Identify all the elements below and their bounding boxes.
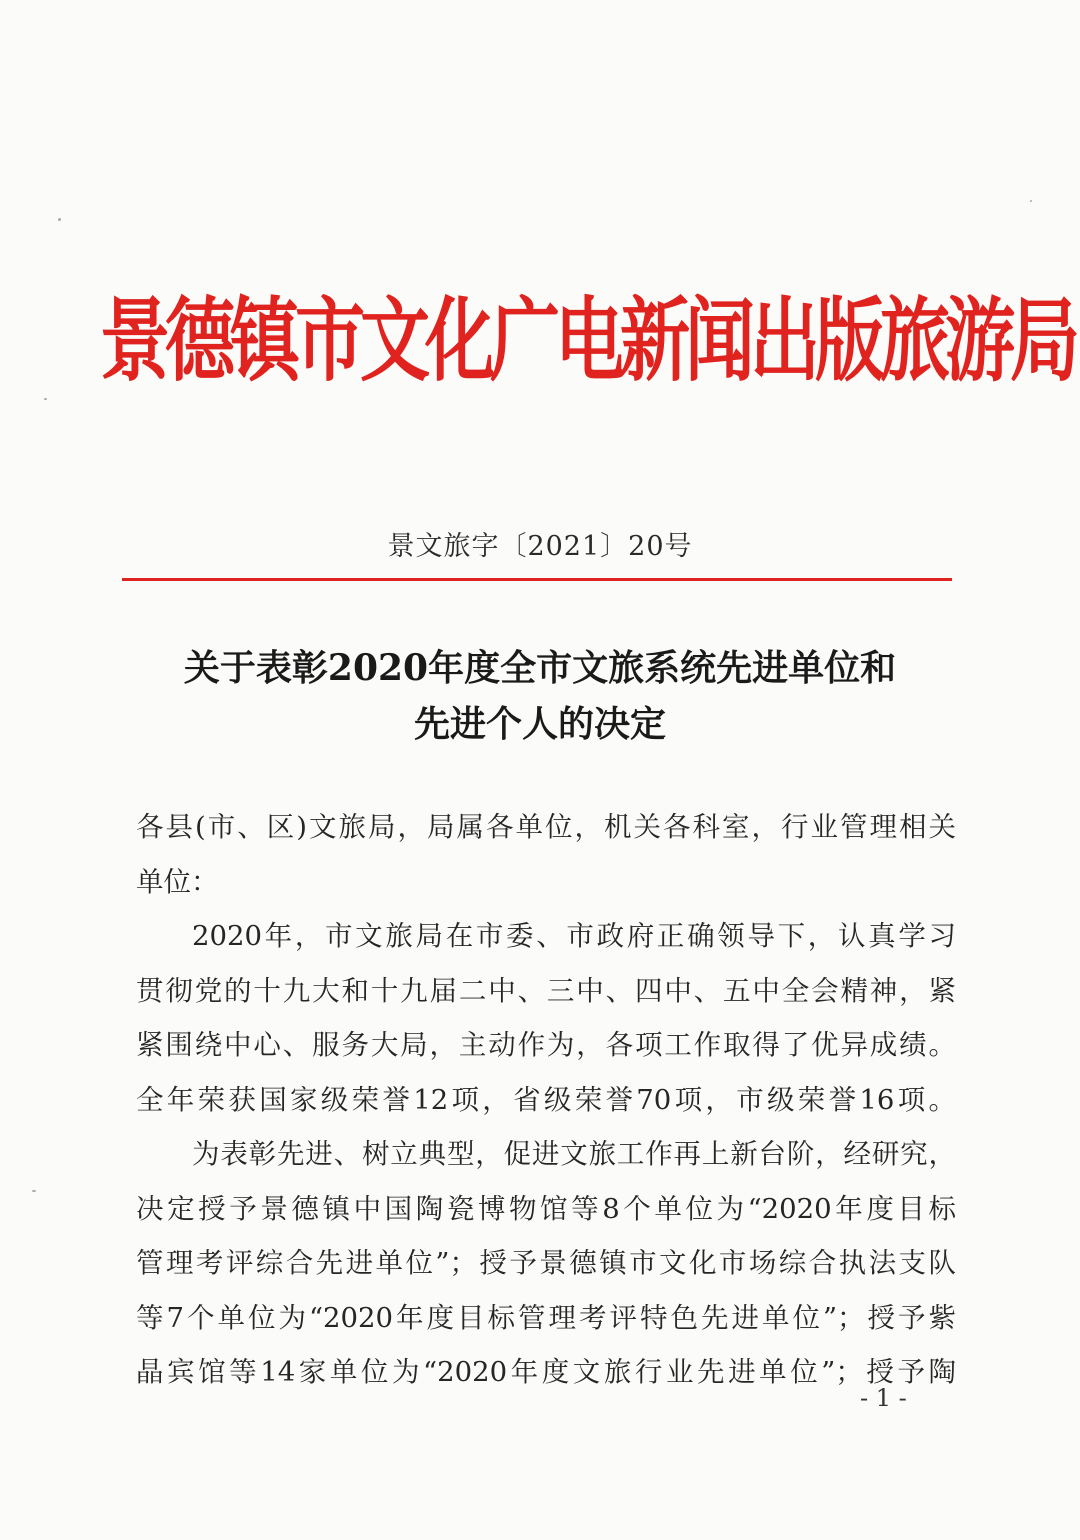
scan-speck [58,218,61,221]
document-title [100,640,980,752]
page-number: - 1 - [860,1384,907,1412]
red-divider-line [122,578,952,581]
body-line: 等7个单位为“2020年度目标管理考评特色先进单位”；授予紫 [136,1301,956,1334]
title-line-2: 先进个人的决定 [413,703,666,745]
organization-header: 景德镇市文化广电新闻出版旅游局 [100,287,1075,395]
body-line-addressee-end: 单位： [136,865,219,898]
body-line-addressee: 各县(市、区)文旅局，局属各单位，机关各科室，行业管理相关 [136,811,956,843]
body-line: 晶宾馆等14家单位为“2020年度文旅行业先进单位”；授予陶 [136,1356,956,1388]
document-body [136,800,956,1400]
title-line-1: 关于表彰2020年度全市文旅系统先进单位和 [183,647,897,689]
body-line: 为表彰先进、树立典型，促进文旅工作再上新台阶，经研究， [192,1138,956,1170]
document-number: 景文旅字〔2021〕20号 [387,531,693,562]
body-line: 紧围绕中心、服务大局，主动作为，各项工作取得了优异成绩。 [136,1029,956,1061]
scan-speck [44,398,47,400]
scan-speck [1030,200,1032,202]
scan-speck [32,1190,36,1192]
body-line: 2020年，市文旅局在市委、市政府正确领导下，认真学习 [192,920,956,952]
body-line: 决定授予景德镇中国陶瓷博物馆等8个单位为“2020年度目标 [136,1192,956,1225]
body-line: 管理考评综合先进单位”；授予景德镇市文化市场综合执法支队 [136,1247,956,1279]
body-line: 全年荣获国家级荣誉12项，省级荣誉70项，市级荣誉16项。 [136,1083,956,1116]
body-line: 贯彻党的十九大和十九届二中、三中、四中、五中全会精神，紧 [136,974,956,1007]
